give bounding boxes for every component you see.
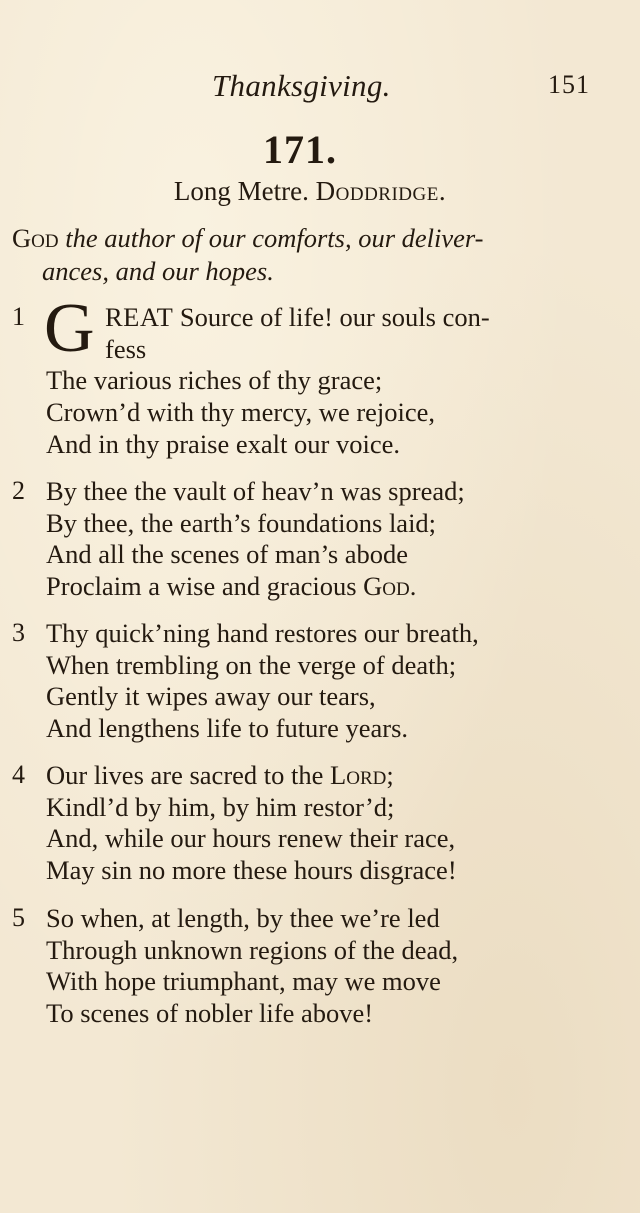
line-text: Proclaim a wise and gracious xyxy=(46,571,364,601)
divine-name: God. xyxy=(363,571,417,601)
line-text: Our lives are sacred to the xyxy=(46,760,331,790)
stanza-number: 2 xyxy=(12,476,25,505)
stanza-number: 4 xyxy=(12,760,25,789)
stanza-1-line-2: The various riches of thy grace; xyxy=(46,365,383,395)
stanza-1-line-1 xyxy=(105,302,490,333)
divine-name: Lord; xyxy=(330,760,394,790)
stanza-1-line-1-continued: fess xyxy=(105,334,147,364)
stanza-1-line-4: And in thy praise exalt our voice. xyxy=(46,429,400,459)
stanza-2-line-4 xyxy=(46,571,416,602)
hymn-subject xyxy=(12,222,602,288)
stanza-1-line-3: Crown’d with thy mercy, we rejoice, xyxy=(46,397,436,427)
stanza-number: 3 xyxy=(12,618,25,647)
first-word-caps: REAT xyxy=(105,302,174,332)
stanza-4-line-1 xyxy=(46,760,394,791)
author: Doddridge. xyxy=(315,176,447,206)
stanza-5-line-1: So when, at length, by thee we’re led xyxy=(46,903,440,933)
stanza-4-line-4: May sin no more these hours disgrace! xyxy=(46,855,457,885)
stanza-3-line-4: And lengthens life to future years. xyxy=(46,713,409,743)
stanza-2-line-2: By thee, the earth’s foundations laid; xyxy=(46,508,437,538)
stanza-3-line-2: When trembling on the verge of death; xyxy=(46,650,457,680)
meter: Long Metre. xyxy=(173,176,309,206)
meter-line xyxy=(0,176,620,207)
subject-line-2: ances, and our hopes. xyxy=(42,256,274,286)
drop-cap: G xyxy=(44,290,95,367)
stanza-5-line-4: To scenes of nobler life above! xyxy=(46,998,374,1028)
bleed-through-shadow xyxy=(160,1050,560,1160)
stanza-5-line-3: With hope triumphant, may we move xyxy=(46,966,441,996)
running-title: Thanksgiving. xyxy=(212,68,391,103)
stanza-3-line-3: Gently it wipes away our tears, xyxy=(46,681,376,711)
subject-line-1: the author of our comforts, our deliver- xyxy=(58,223,484,253)
stanza-2-line-3: And all the scenes of man’s abode xyxy=(46,539,409,569)
page-number: 151 xyxy=(548,70,590,99)
stanza-4-line-3: And, while our hours renew their race, xyxy=(46,823,456,853)
stanza-number: 5 xyxy=(12,903,25,932)
stanza-3-line-1: Thy quick’ning hand restores our breath, xyxy=(46,618,479,648)
stanza-4-line-2: Kindl’d by him, by him restor’d; xyxy=(46,792,395,822)
stanza-2-line-1: By thee the vault of heav’n was spread; xyxy=(46,476,465,506)
first-line-rest: Source of life! our souls con- xyxy=(173,302,490,332)
stanza-number: 1 xyxy=(12,302,25,331)
subject-lead: God xyxy=(12,223,59,253)
running-head xyxy=(0,68,640,108)
stanza-5-line-2: Through unknown regions of the dead, xyxy=(46,935,459,965)
hymn-number: 171. xyxy=(263,127,337,172)
